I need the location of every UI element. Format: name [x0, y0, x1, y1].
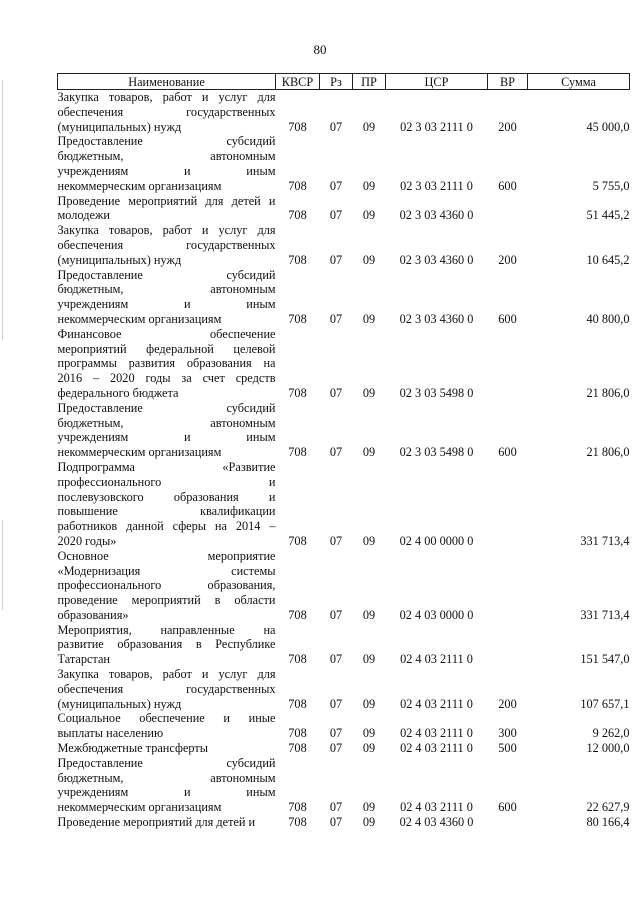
row-rz: 07: [329, 533, 343, 548]
row-name-line: бюджетным, автономным: [57, 415, 276, 430]
row-kvsr: 708: [288, 311, 307, 326]
row-pr: 09: [362, 208, 376, 223]
column-header-sum: Сумма: [528, 74, 630, 90]
row-name: [58, 667, 276, 711]
row-sum: 21 806,0: [586, 385, 630, 400]
row-csr: 02 3 03 5498 0: [399, 445, 474, 460]
row-name-line: (муниципальных) нужд: [57, 252, 182, 267]
row-vr: 200: [498, 252, 517, 267]
row-name-line: мероприятий федеральной целевой: [57, 341, 276, 356]
column-header-vr: ВР: [488, 74, 528, 90]
table-row: [58, 194, 630, 224]
row-pr: 09: [362, 652, 376, 667]
row-name-line: развитие образования в Республике: [57, 637, 276, 652]
row-name-line: обеспечения государственных: [57, 104, 276, 119]
table-row: [58, 623, 630, 667]
row-name-line: федерального бюджета: [57, 385, 179, 400]
row-name-line: Подпрограмма «Развитие: [57, 459, 276, 474]
row-pr: 09: [362, 178, 376, 193]
row-rz: 07: [329, 726, 343, 741]
row-name: [58, 756, 276, 815]
scan-edge-mark: [2, 520, 3, 610]
row-name-line: профессионального образования,: [57, 578, 276, 593]
row-pr: 09: [362, 607, 376, 622]
row-name: [58, 815, 276, 830]
row-csr: 02 4 03 2111 0: [400, 652, 473, 667]
table-row: [58, 90, 630, 135]
row-csr: 02 4 03 2111 0: [400, 696, 473, 711]
row-rz: 07: [329, 800, 343, 815]
row-kvsr: 708: [288, 385, 307, 400]
row-name-line: Закупка товаров, работ и услуг для: [57, 223, 276, 238]
row-name-line: бюджетным, автономным: [57, 770, 276, 785]
row-name-line: Закупка товаров, работ и услуг для: [57, 667, 276, 682]
row-rz: 07: [329, 696, 343, 711]
row-name-line: Мероприятия, направленные на: [57, 622, 276, 637]
row-csr: 02 4 03 4360 0: [399, 815, 474, 830]
row-csr: 02 3 03 2111 0: [400, 178, 473, 193]
row-sum: 80 166,4: [586, 815, 630, 830]
row-rz: 07: [329, 178, 343, 193]
row-name-line: Финансовое обеспечение: [57, 326, 276, 341]
row-csr: 02 3 03 5498 0: [399, 385, 474, 400]
row-name-line: бюджетным, автономным: [57, 282, 276, 297]
row-name-line: Закупка товаров, работ и услуг для: [57, 90, 276, 104]
row-vr: [488, 549, 528, 623]
row-name: [58, 223, 276, 267]
row-vr: 300: [498, 726, 517, 741]
row-rz: 07: [329, 252, 343, 267]
table-row: [58, 815, 630, 830]
row-name-line: Межбюджетные трансферты: [57, 741, 209, 756]
row-name-line: молодежи: [57, 208, 110, 223]
table-row: [58, 460, 630, 549]
row-name-line: работников данной сферы на 2014 –: [57, 519, 276, 534]
row-sum: 10 645,2: [586, 252, 630, 267]
row-rz: 07: [329, 311, 343, 326]
column-header-name: Наименование: [58, 74, 276, 90]
row-vr: [488, 460, 528, 549]
row-name: [58, 327, 276, 401]
row-pr: 09: [362, 445, 376, 460]
row-name-line: Основное мероприятие: [57, 548, 276, 563]
row-vr: 600: [498, 800, 517, 815]
row-pr: 09: [362, 726, 376, 741]
table-row: [58, 223, 630, 267]
row-kvsr: 708: [288, 252, 307, 267]
row-pr: 09: [362, 741, 376, 756]
row-csr: 02 4 00 0000 0: [399, 533, 474, 548]
table-row: [58, 134, 630, 193]
row-sum: 40 800,0: [586, 311, 630, 326]
row-name-line: некоммерческим организациям: [57, 800, 222, 815]
row-vr: 200: [498, 696, 517, 711]
row-rz: 07: [329, 652, 343, 667]
row-name-line: обеспечения государственных: [57, 681, 276, 696]
row-name-line: образования»: [57, 607, 129, 622]
row-name-line: послевузовского образования и: [57, 489, 276, 504]
row-sum: 5 755,0: [592, 178, 630, 193]
row-vr: 200: [498, 119, 517, 134]
column-header-rz: Рз: [320, 74, 353, 90]
row-kvsr: 708: [288, 178, 307, 193]
row-name: [58, 741, 276, 756]
row-name: [58, 401, 276, 460]
row-kvsr: 708: [288, 726, 307, 741]
row-kvsr: 708: [288, 815, 307, 830]
row-name-line: проведение мероприятий в области: [57, 593, 276, 608]
row-kvsr: 708: [288, 652, 307, 667]
column-header-kvsr: КВСР: [276, 74, 320, 90]
row-sum: 9 262,0: [592, 726, 630, 741]
row-csr: 02 4 03 2111 0: [400, 726, 473, 741]
row-vr: 600: [498, 178, 517, 193]
row-csr: 02 4 03 2111 0: [400, 741, 473, 756]
row-sum: 51 445,2: [586, 208, 630, 223]
row-sum: 331 713,4: [580, 533, 630, 548]
row-name-line: (муниципальных) нужд: [57, 696, 182, 711]
table-body: [58, 90, 630, 830]
row-name-line: учреждениям и иным: [57, 785, 276, 800]
row-name: [58, 549, 276, 623]
row-kvsr: 708: [288, 800, 307, 815]
row-name: [58, 623, 276, 667]
row-name-line: учреждениям и иным: [57, 430, 276, 445]
row-name-line: Проведение мероприятий для детей и: [57, 815, 256, 830]
row-pr: 09: [362, 800, 376, 815]
row-name: [58, 134, 276, 193]
row-name-line: (муниципальных) нужд: [57, 119, 182, 134]
row-rz: 07: [329, 385, 343, 400]
row-pr: 09: [362, 533, 376, 548]
scan-edge-mark: [2, 80, 3, 340]
row-name-line: Предоставление субсидий: [57, 755, 276, 770]
row-sum: 107 657,1: [580, 696, 630, 711]
row-rz: 07: [329, 119, 343, 134]
row-name-line: некоммерческим организациям: [57, 311, 222, 326]
row-sum: 331 713,4: [580, 607, 630, 622]
row-pr: 09: [362, 119, 376, 134]
row-vr: [488, 623, 528, 667]
table-row: [58, 741, 630, 756]
row-sum: 12 000,0: [586, 741, 630, 756]
row-csr: 02 4 03 2111 0: [400, 800, 473, 815]
row-sum: 22 627,9: [586, 800, 630, 815]
table-row: [58, 667, 630, 711]
row-name-line: некоммерческим организациям: [57, 178, 222, 193]
row-name: [58, 711, 276, 741]
row-name: [58, 194, 276, 224]
row-name-line: 2016 – 2020 годы за счет средств: [57, 371, 276, 386]
row-name-line: Предоставление субсидий: [57, 400, 276, 415]
row-name-line: повышение квалификации: [57, 504, 276, 519]
row-csr: 02 4 03 0000 0: [399, 607, 474, 622]
row-name-line: профессионального и: [57, 474, 276, 489]
row-sum: 21 806,0: [586, 445, 630, 460]
row-vr: [488, 815, 528, 830]
budget-table: [57, 73, 630, 830]
row-csr: 02 3 03 2111 0: [400, 119, 473, 134]
table-row: [58, 327, 630, 401]
row-name-line: бюджетным, автономным: [57, 149, 276, 164]
row-name: [58, 90, 276, 135]
row-sum: 151 547,0: [580, 652, 630, 667]
row-name: [58, 460, 276, 549]
table-row: [58, 401, 630, 460]
row-pr: 09: [362, 311, 376, 326]
row-name-line: «Модернизация системы: [57, 563, 276, 578]
row-vr: [488, 194, 528, 224]
page-number: 80: [313, 42, 327, 57]
table-header-row: [58, 74, 630, 90]
row-name-line: программы развития образования на: [57, 356, 276, 371]
row-csr: 02 3 03 4360 0: [399, 252, 474, 267]
table-row: [58, 549, 630, 623]
row-name-line: Предоставление субсидий: [57, 134, 276, 149]
row-pr: 09: [362, 696, 376, 711]
row-name-line: 2020 годы»: [57, 533, 117, 548]
table-row: [58, 268, 630, 327]
row-vr: 600: [498, 311, 517, 326]
row-vr: 600: [498, 445, 517, 460]
row-kvsr: 708: [288, 696, 307, 711]
column-header-csr: ЦСР: [386, 74, 488, 90]
row-kvsr: 708: [288, 445, 307, 460]
row-kvsr: 708: [288, 533, 307, 548]
row-name-line: выплаты населению: [57, 726, 164, 741]
row-pr: 09: [362, 815, 376, 830]
row-vr: 500: [498, 741, 517, 756]
row-kvsr: 708: [288, 741, 307, 756]
row-pr: 09: [362, 252, 376, 267]
row-rz: 07: [329, 445, 343, 460]
row-rz: 07: [329, 208, 343, 223]
column-header-pr: ПР: [353, 74, 386, 90]
row-pr: 09: [362, 385, 376, 400]
row-name-line: обеспечения государственных: [57, 237, 276, 252]
table-row: [58, 756, 630, 815]
row-kvsr: 708: [288, 607, 307, 622]
row-kvsr: 708: [288, 208, 307, 223]
row-rz: 07: [329, 815, 343, 830]
row-name-line: учреждениям и иным: [57, 163, 276, 178]
row-name-line: Проведение мероприятий для детей и: [57, 193, 276, 208]
row-name-line: Предоставление субсидий: [57, 267, 276, 282]
row-rz: 07: [329, 741, 343, 756]
row-name-line: учреждениям и иным: [57, 297, 276, 312]
row-sum: 45 000,0: [586, 119, 630, 134]
row-name-line: Социальное обеспечение и иные: [57, 711, 276, 726]
row-rz: 07: [329, 607, 343, 622]
row-csr: 02 3 03 4360 0: [399, 208, 474, 223]
table-row: [58, 711, 630, 741]
row-name: [58, 268, 276, 327]
row-csr: 02 3 03 4360 0: [399, 311, 474, 326]
row-name-line: некоммерческим организациям: [57, 445, 222, 460]
row-kvsr: 708: [288, 119, 307, 134]
row-vr: [488, 327, 528, 401]
row-name-line: Татарстан: [57, 652, 110, 667]
